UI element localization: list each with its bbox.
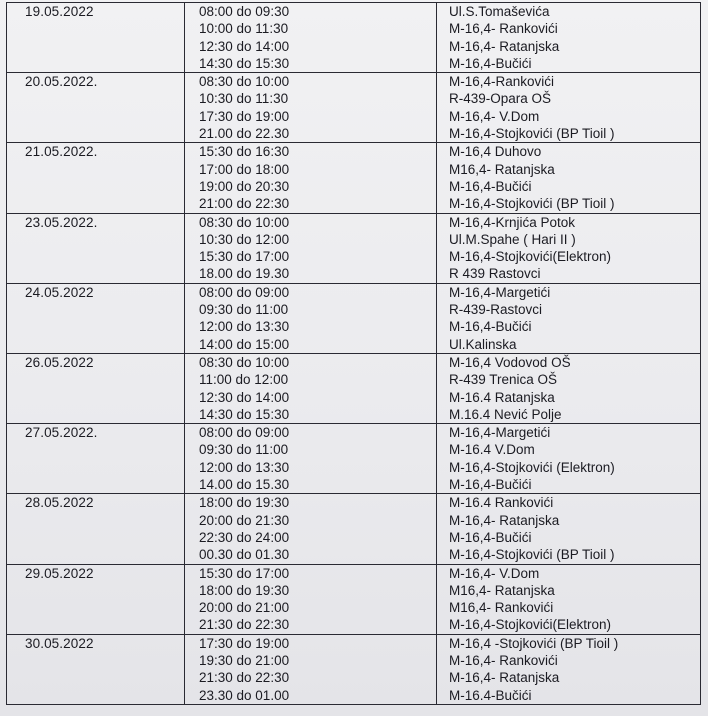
location-cell [437, 494, 701, 564]
date-cell: 27.05.2022. [7, 424, 185, 494]
location-name: M16,4- Rankovići [449, 600, 554, 616]
time-range: 14.00 do 15.30 [199, 477, 290, 493]
time-range: 17:30 do 19:00 [199, 635, 290, 651]
location-name: M-16,4-Margetići [449, 425, 551, 441]
time-range: 23.30 do 01.00 [199, 687, 290, 703]
date-cell: 30.05.2022 [7, 634, 185, 704]
location-name: M-16,4-Stojkovići(Elektron) [449, 249, 612, 265]
time-range: 15:30 do 17:00 [199, 565, 290, 581]
time-range: 12:30 do 14:00 [199, 389, 290, 405]
time-range: 09:30 do 11:00 [199, 302, 289, 318]
time-range: 12:00 do 13:30 [199, 459, 290, 475]
location-name: M-16,4-Stojkovići (BP Tioil ) [449, 547, 615, 563]
time-range: 18:00 do 19:30 [199, 582, 290, 598]
schedule-group [7, 143, 701, 213]
schedule-group [7, 634, 701, 704]
time-range: 08:00 do 09:00 [199, 425, 290, 441]
date-cell: 20.05.2022. [7, 73, 185, 143]
location-name: R-439-Rastovci [449, 302, 543, 318]
location-name: M-16,4 Vodovod OŠ [449, 354, 571, 370]
location-name: M-16,4-Rankovići [449, 74, 555, 90]
location-name: M-16,4-Stojkovići(Elektron) [449, 617, 612, 633]
location-name: M-16,4-Bučići [449, 477, 532, 493]
location-cell [437, 634, 701, 704]
location-name: Ul.Kalinska [449, 336, 517, 352]
time-range: 17:00 do 18:00 [199, 161, 290, 177]
time-range: 18.00 do 19.30 [199, 266, 290, 282]
location-name: M-16.4 Rankovići [449, 495, 554, 511]
schedule-group [7, 213, 701, 283]
location-name: M-16,4-Bučići [449, 319, 532, 335]
schedule-body [7, 3, 701, 705]
date-cell: 24.05.2022 [7, 283, 185, 353]
time-range: 15:30 do 16:30 [199, 144, 290, 160]
time-cell [185, 424, 437, 494]
time-range: 09:30 do 11:00 [199, 442, 289, 458]
location-cell [437, 424, 701, 494]
location-cell [437, 564, 701, 634]
time-range: 08:30 do 10:00 [199, 74, 290, 90]
time-range: 08:30 do 10:00 [199, 354, 290, 370]
location-name: M-16,4- V.Dom [449, 108, 540, 124]
time-range: 12:00 do 13:30 [199, 319, 290, 335]
date-cell: 21.05.2022. [7, 143, 185, 213]
time-cell [185, 143, 437, 213]
location-name: M-16.4 Ratanjska [449, 389, 555, 405]
time-range: 00.30 do 01.30 [199, 547, 290, 563]
schedule-group [7, 564, 701, 634]
location-cell [437, 143, 701, 213]
location-name: M-16,4- Rankovići [449, 21, 558, 37]
schedule-table [6, 2, 701, 705]
location-name: M-16,4-Margetići [449, 284, 551, 300]
time-cell [185, 564, 437, 634]
time-cell [185, 73, 437, 143]
location-name: M-16,4-Krnjića Potok [449, 214, 576, 230]
location-cell [437, 283, 701, 353]
location-name: M-16.4-Bučići [449, 687, 532, 703]
time-cell [185, 494, 437, 564]
date-cell: 28.05.2022 [7, 494, 185, 564]
time-range: 20:00 do 21:00 [199, 600, 290, 616]
schedule-group [7, 424, 701, 494]
time-cell [185, 3, 437, 73]
location-name: M.16.4 Nević Polje [449, 406, 562, 422]
location-name: M-16,4- Ratanjska [449, 512, 560, 528]
location-cell [437, 3, 701, 73]
time-range: 19:30 do 21:00 [199, 652, 290, 668]
time-range: 08:30 do 10:00 [199, 214, 290, 230]
location-name: M-16,4-Stojkovići (Elektron) [449, 459, 615, 475]
date-cell: 23.05.2022. [7, 213, 185, 283]
location-name: M-16,4- Ratanjska [449, 38, 560, 54]
location-cell [437, 213, 701, 283]
location-name: M-16,4- Rankovići [449, 652, 558, 668]
time-range: 14:30 do 15:30 [199, 406, 290, 422]
time-range: 21:30 do 22:30 [199, 670, 290, 686]
location-name: M-16,4-Bučići [449, 529, 532, 545]
location-cell [437, 353, 701, 423]
time-range: 10:30 do 11:30 [199, 91, 289, 107]
time-range: 11:00 do 12:00 [199, 372, 289, 388]
time-range: 10:30 do 12:00 [199, 231, 290, 247]
location-name: M-16.4 V.Dom [449, 442, 535, 458]
time-range: 21:30 do 22:30 [199, 617, 290, 633]
location-name: Ul.S.Tomaševića [449, 4, 550, 19]
time-range: 10:00 do 11:30 [199, 21, 289, 37]
time-range: 08:00 do 09:00 [199, 284, 290, 300]
time-range: 20:00 do 21:30 [199, 512, 290, 528]
location-name: M-16,4- V.Dom [449, 565, 540, 581]
time-range: 14:00 do 15:00 [199, 336, 290, 352]
date-cell: 19.05.2022 [7, 3, 185, 73]
time-cell [185, 353, 437, 423]
location-name: M16,4- Ratanjska [449, 161, 555, 177]
location-name: M-16,4-Bučići [449, 55, 532, 71]
time-range: 19:00 do 20:30 [199, 178, 290, 194]
time-range: 14:30 do 15:30 [199, 55, 290, 71]
location-name: Ul.M.Spahe ( Hari II ) [449, 231, 576, 247]
time-range: 18:00 do 19:30 [199, 495, 290, 511]
location-name: M-16,4-Stojkovići (BP Tioil ) [449, 126, 615, 142]
schedule-group [7, 494, 701, 564]
schedule-group [7, 353, 701, 423]
time-range: 21.00 do 22.30 [199, 126, 290, 142]
schedule-group [7, 3, 701, 73]
location-name: M-16,4 -Stojkovići (BP Tioil ) [449, 635, 619, 651]
location-name: R 439 Rastovci [449, 266, 541, 282]
time-range: 12:30 do 14:00 [199, 38, 290, 54]
time-cell [185, 213, 437, 283]
time-cell [185, 634, 437, 704]
location-name: R-439 Trenica OŠ [449, 372, 558, 388]
time-range: 22:30 do 24:00 [199, 529, 290, 545]
location-name: R-439-Opara OŠ [449, 91, 552, 107]
time-range: 21:00 do 22:30 [199, 196, 290, 212]
location-name: M-16,4 Duhovo [449, 144, 542, 160]
location-name: M-16,4-Bučići [449, 178, 532, 194]
schedule-group [7, 73, 701, 143]
date-cell: 29.05.2022 [7, 564, 185, 634]
time-range: 17:30 do 19:00 [199, 108, 290, 124]
location-name: M-16,4-Stojkovići (BP Tioil ) [449, 196, 615, 212]
schedule-group [7, 283, 701, 353]
date-cell: 26.05.2022 [7, 353, 185, 423]
location-name: M-16,4- Ratanjska [449, 670, 560, 686]
location-name: M16,4- Ratanjska [449, 582, 555, 598]
time-cell [185, 283, 437, 353]
time-range: 08:00 do 09:30 [199, 4, 290, 19]
location-cell [437, 73, 701, 143]
time-range: 15:30 do 17:00 [199, 249, 290, 265]
